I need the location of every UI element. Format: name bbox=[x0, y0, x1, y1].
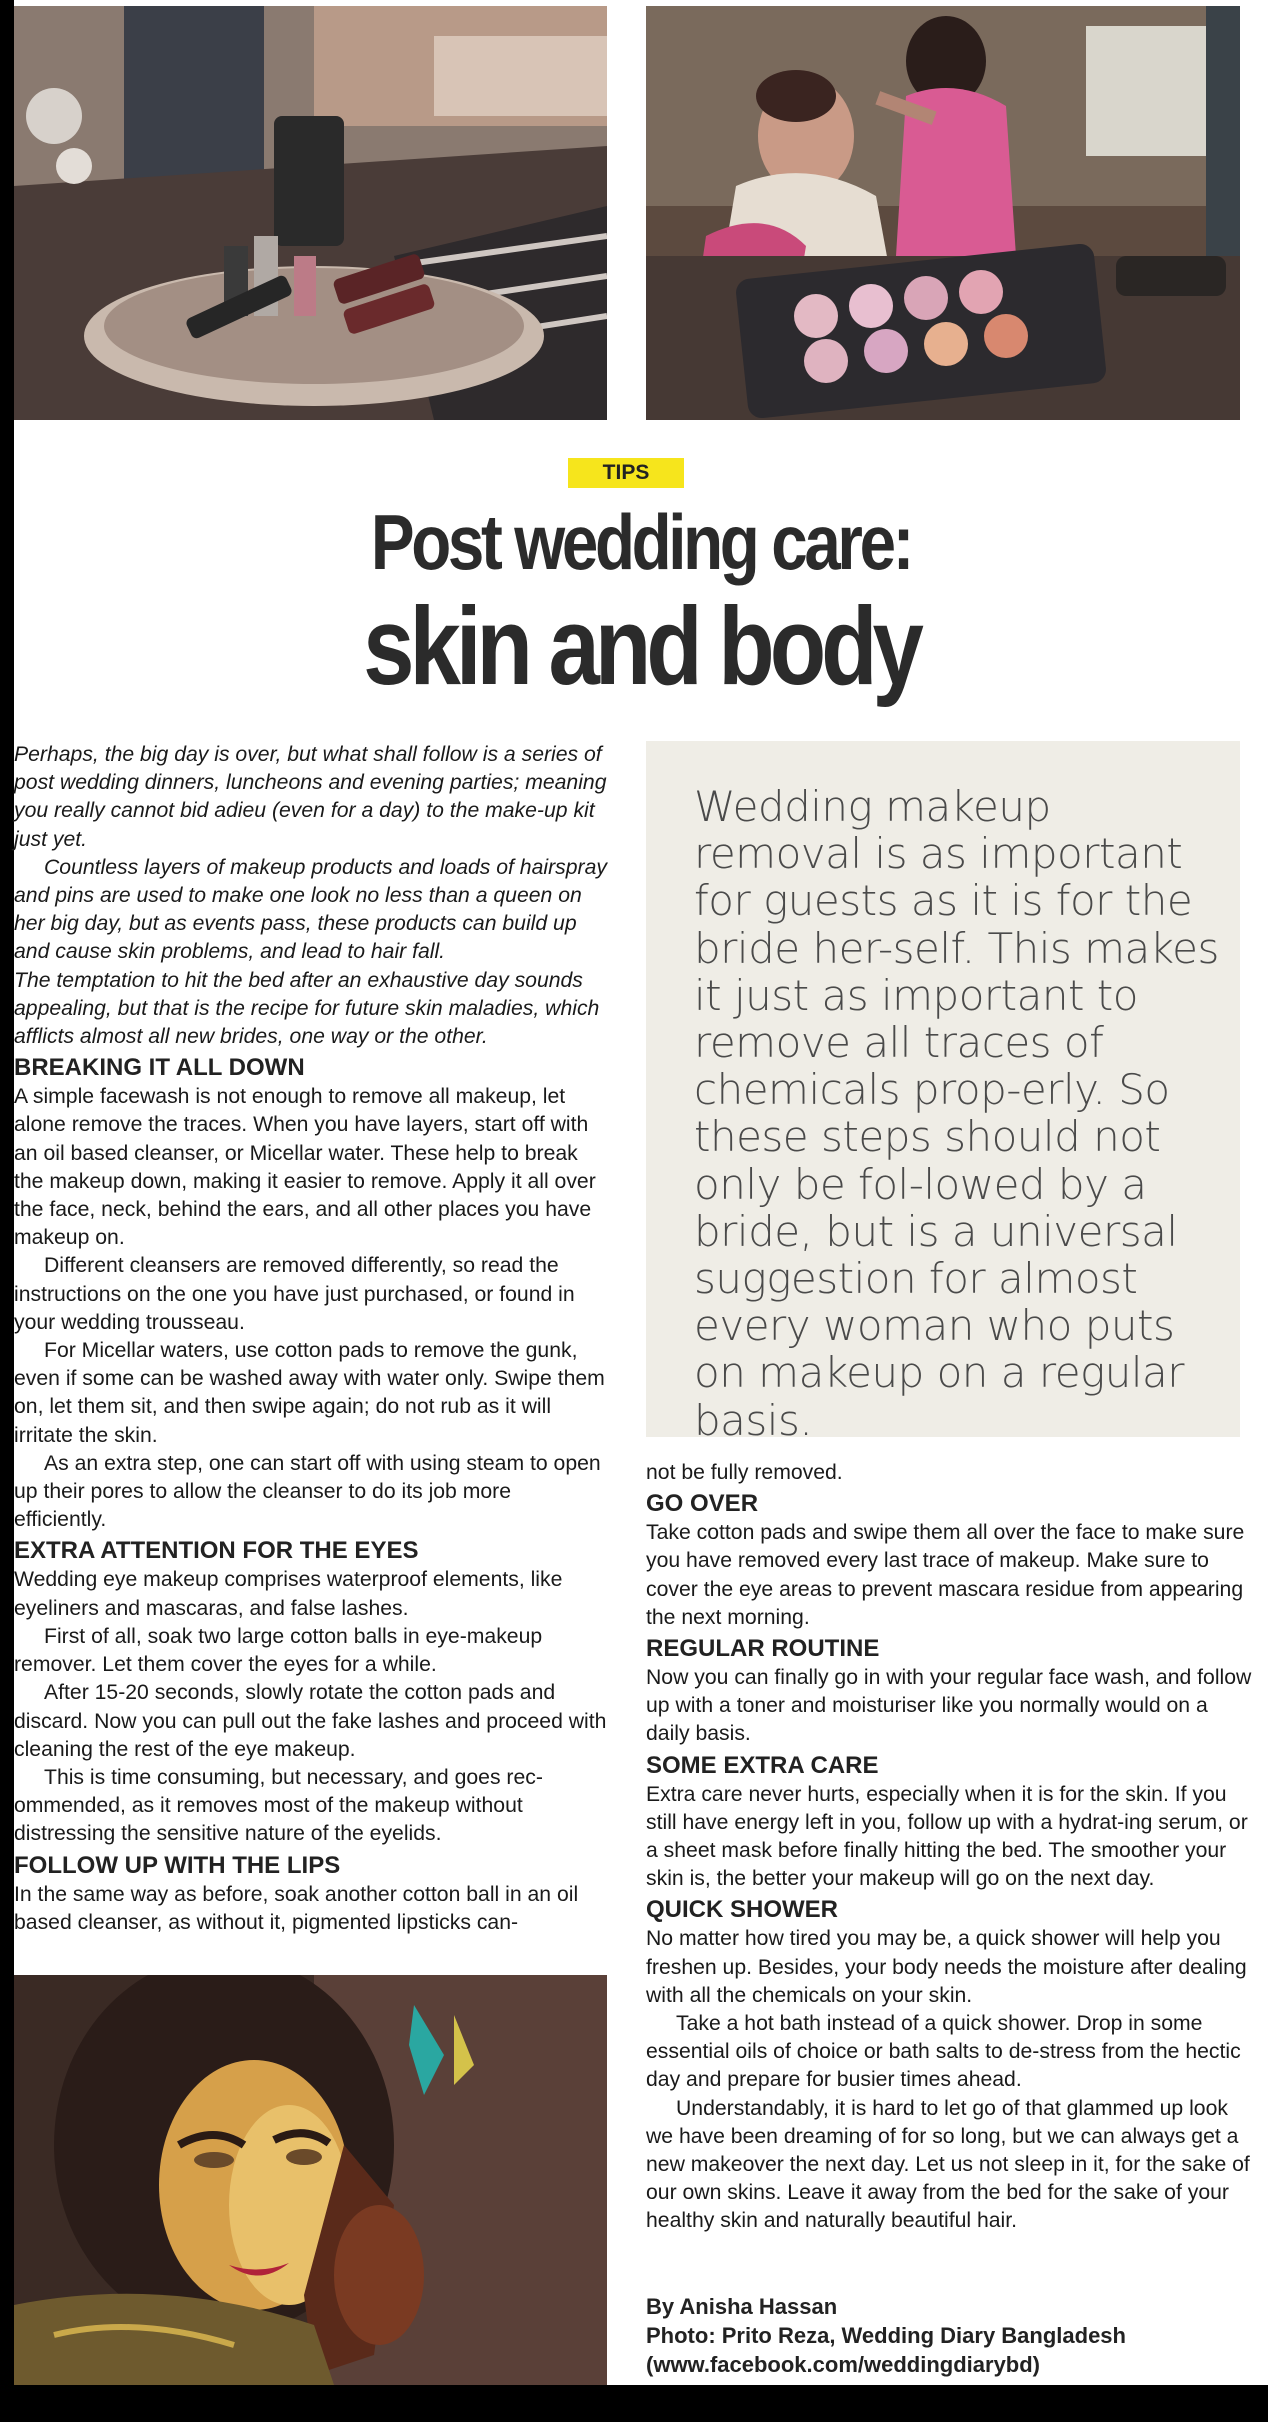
body-paragraph: As an extra step, one can start off with using steam to open up their pores to allow the cleanser to do its job more efficiently. bbox=[14, 1451, 601, 1532]
photo-credit-url: (www.facebook.com/weddingdiarybd) bbox=[646, 2352, 1041, 2377]
body-paragraph: A simple facewash is not enough to remove all makeup, let alone remove the traces. When you have layers, start off with an oil based cleanser, or Micellar water. These help to break the makeup down, making it easier to remove. Apply it all over the face, neck, behind the ears, and all other places you have makeup on. bbox=[14, 1085, 596, 1250]
body-paragraph: No matter how tired you may be, a quick shower will help you freshen up. Besides, your body needs the moisture after dealing with all the chemicals on your skin. bbox=[646, 1927, 1247, 2007]
article-left-column bbox=[14, 741, 609, 1937]
body-paragraph: After 15-20 seconds, slowly rotate the cotton pads and discard. Now you can pull out the fake lashes and proceed with cleaning the rest of the eye makeup. bbox=[14, 1681, 607, 1761]
pull-quote-box bbox=[646, 741, 1240, 1445]
makeup-tray-photo bbox=[14, 6, 607, 420]
bride-makeup-session-photo bbox=[646, 6, 1240, 420]
body-paragraph: First of all, soak two large cotton balls in eye-makeup remover. Let them cover the eyes for a while. bbox=[14, 1624, 543, 1677]
body-paragraph: For Micellar waters, use cotton pads to remove the gunk, even if some can be washed away with water only. Swipe them on, let them sit, and then swipe again; do not rub as it will irritate the skin. bbox=[14, 1339, 605, 1447]
body-paragraph: not be fully removed. bbox=[646, 1461, 843, 1484]
photo-credit: Photo: Prito Reza, Wedding Diary Bangladesh bbox=[646, 2323, 1126, 2348]
body-paragraph: Now you can finally go in with your regular face wash, and follow up with a toner and moisturiser like you normally would on a daily basis. bbox=[646, 1666, 1252, 1746]
intro-paragraph-1: Perhaps, the big day is over, but what shall follow is a series of post wedding dinners, luncheons and evening parties; meaning you really cannot bid adieu (even for a day) to the make-up kit just yet. bbox=[14, 743, 607, 851]
section-heading-lips: FOLLOW UP WITH THE LIPS bbox=[14, 1851, 341, 1879]
body-paragraph: Understandably, it is hard to let go of that glammed up look we have been dreaming of for so long, but we can always get a new makeover the next day. Let us not sleep in it, for the sake of our own skins. Leave it away from the bed for the sake of your healthy skin and naturally beautiful hair. bbox=[646, 2096, 1250, 2233]
section-heading-breaking: BREAKING IT ALL DOWN bbox=[14, 1054, 305, 1082]
intro-paragraph-2: Countless layers of makeup products and loads of hairspray and pins are used to make one look no less than a queen on her big day, but as events pass, these products can build up and cause skin problems, and lead to hair fall. bbox=[14, 855, 607, 964]
bride-portrait-photo bbox=[14, 1975, 607, 2385]
body-paragraph: Take a hot bath instead of a quick shower. Drop in some essential oils of choice or bath salts to de-stress from the hectic day and prepare for busier times ahead. bbox=[646, 2012, 1241, 2092]
body-paragraph: In the same way as before, soak another cotton ball in an oil based cleanser, as without it, pigmented lipsticks can- bbox=[14, 1882, 579, 1934]
intro-paragraph-3: The temptation to hit the bed after an exhaustive day sounds appealing, but that is the recipe for future skin maladies, which afflicts almost all new brides, one way or the other. bbox=[14, 968, 600, 1049]
section-heading-eyes: EXTRA ATTENTION FOR THE EYES bbox=[14, 1537, 419, 1565]
body-paragraph: Take cotton pads and swipe them all over the face to make sure you have removed every last trace of makeup. Make sure to cover the eye areas to prevent mascara residue from appearing the next morning. bbox=[646, 1521, 1245, 1629]
section-heading-extracare: SOME EXTRA CARE bbox=[646, 1751, 879, 1779]
body-paragraph: This is time consuming, but necessary, and goes rec-ommended, as it removes most of the makeup without distressing the sensitive nature of the eyelids. bbox=[14, 1765, 543, 1846]
section-heading-shower: QUICK SHOWER bbox=[646, 1896, 838, 1924]
article-right-column bbox=[646, 1459, 1254, 2236]
headline-line-2: skin and body bbox=[363, 585, 919, 708]
headline-line-1: Post wedding care: bbox=[370, 498, 912, 586]
byline: By Anisha Hassan bbox=[646, 2294, 838, 2319]
article-credits bbox=[646, 2292, 1256, 2379]
body-paragraph: Wedding eye makeup comprises waterproof elements, like eyeliners and mascaras, and false lashes. bbox=[14, 1568, 563, 1620]
section-kicker: TIPS bbox=[568, 458, 684, 488]
section-heading-goover: GO OVER bbox=[646, 1490, 759, 1518]
body-paragraph: Different cleansers are removed differently, so read the instructions on the one you have just purchased, or found in your wedding trousseau. bbox=[14, 1254, 575, 1334]
body-paragraph: Extra care never hurts, especially when it is for the skin. If you still have energy left in you, follow up with a hydrat-ing serum, or a sheet mask before finally hitting the bed. The smoother your skin is, the better your makeup will go on the next day. bbox=[646, 1782, 1248, 1891]
section-heading-routine: REGULAR ROUTINE bbox=[646, 1635, 880, 1663]
newspaper-page bbox=[14, 0, 1268, 2385]
pull-quote-text: Wedding makeup removal is as important for guests as it is for the bride her-self. This makes it just as important to remove all traces of chemicals prop-erly. So these steps should not only be fol-lowed by a bride, but is a universal suggestion for almost every woman who puts on makeup on a regular basis. bbox=[694, 782, 1219, 1445]
